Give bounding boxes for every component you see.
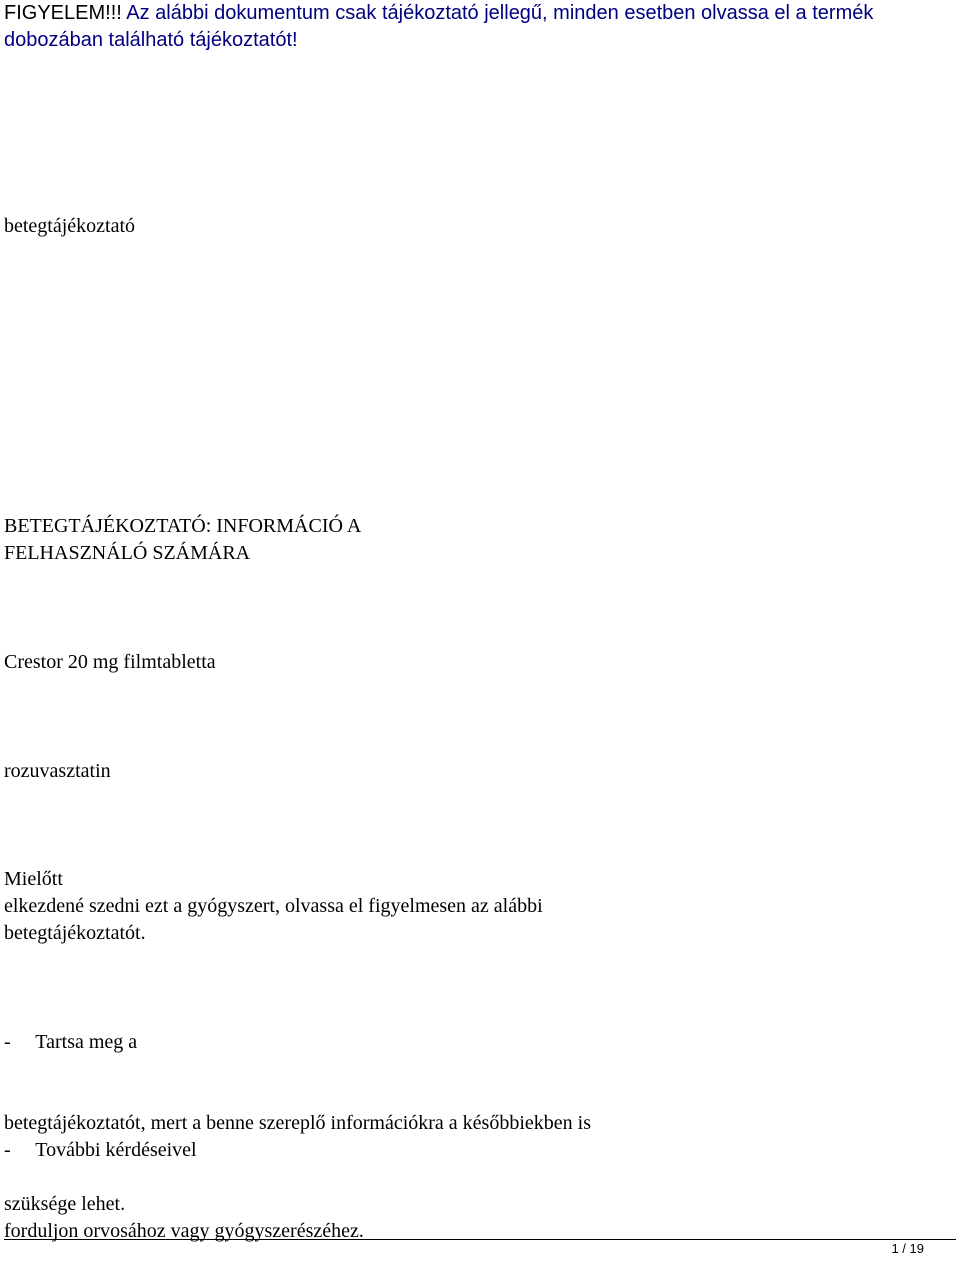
disclaimer-text: Az alábbi dokumentum csak tájékoztató jellegű, minden esetben olvassa el a termék dobozában található tájékoztatót! (4, 2, 874, 51)
bullet-further-questions (4, 1083, 944, 1272)
disclaimer-notice (4, 0, 944, 54)
intro-line-2: elkezdené szedni ezt a gyógyszert, olvassa el figyelmesen az alábbi (4, 895, 543, 917)
footer-divider (4, 1239, 956, 1240)
bullet-1-line-3: szüksége lehet. (4, 1193, 126, 1215)
disclaimer-lead: FIGYELEM!!! (4, 2, 122, 24)
document-title-line-2: FELHASZNÁLÓ SZÁMÁRA (4, 542, 251, 564)
intro-paragraph (4, 866, 944, 947)
bullet-1-line-2: betegtájékoztatót, mert a benne szereplő információkra a későbbiekben is (4, 1112, 591, 1134)
document-title (4, 513, 944, 567)
document-title-line-1: BETEGTÁJÉKOZTATÓ: INFORMÁCIÓ A (4, 515, 362, 537)
active-substance: rozuvasztatin (4, 760, 111, 782)
intro-line-1: Mielőtt (4, 868, 63, 890)
page-indicator: 1 / 19 (891, 1241, 924, 1256)
bullet-2-line-2: forduljon orvosához vagy gyógyszerészéhez. (4, 1220, 364, 1242)
product-name: Crestor 20 mg filmtabletta (4, 651, 216, 673)
bullet-1-line-1: - Tartsa meg a (4, 1031, 138, 1053)
document-header-label: betegtájékoztató (4, 215, 136, 237)
bullet-2-line-1: - További kérdéseivel (4, 1139, 197, 1161)
intro-line-3: betegtájékoztatót. (4, 922, 146, 944)
